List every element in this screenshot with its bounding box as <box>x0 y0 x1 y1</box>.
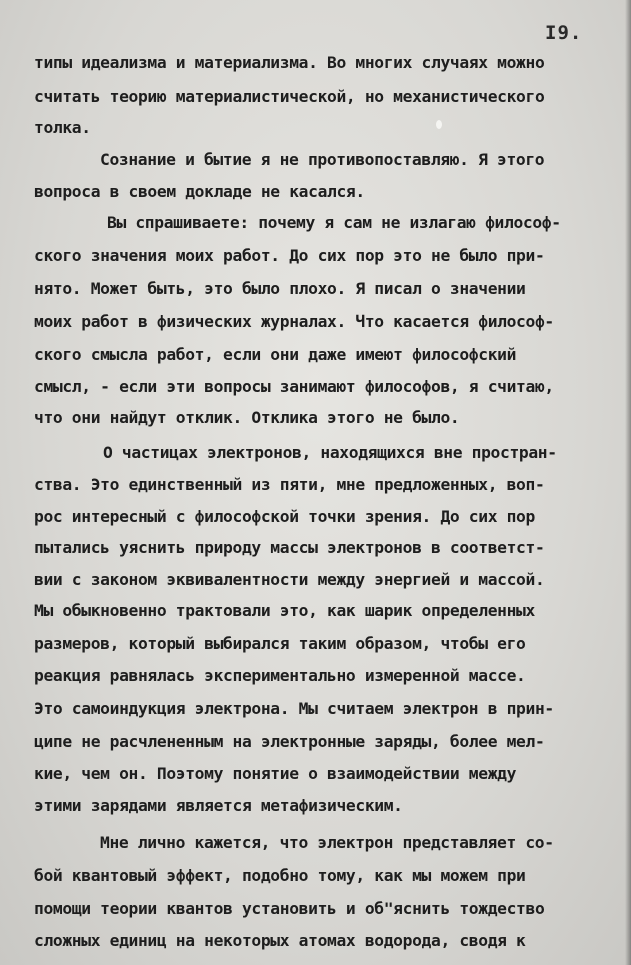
text-line: размеров, который выбирался таким образом, чтобы его <box>34 634 526 653</box>
text-line: реакция равнялась экспериментально измеренной массе. <box>34 666 526 685</box>
text-line: типы идеализма и материализма. Во многих случаях можно <box>34 53 545 72</box>
text-line: нято. Может быть, это было плохо. Я писал о значении <box>34 279 526 298</box>
text-line: вопроса в своем докладе не касался. <box>34 182 365 201</box>
text-line: Сознание и бытие я не противопоставляю. Я этого <box>100 150 545 169</box>
text-line: вии с законом эквивалентности между энергией и массой. <box>34 570 545 589</box>
text-line: сложных единиц на некоторых атомах водорода, сводя к <box>34 931 526 950</box>
text-line: смысл, - если эти вопросы занимают философов, я считаю, <box>34 377 554 396</box>
text-line: Мы обыкновенно трактовали это, как шарик определенных <box>34 601 535 620</box>
text-line: Мне лично кажется, что электрон представляет со- <box>100 833 554 852</box>
text-line: О частицах электронов, находящихся вне простран- <box>103 443 557 462</box>
page-number: I9. <box>545 22 583 44</box>
text-line: Вы спрашиваете: почему я сам не излагаю философ- <box>107 213 561 232</box>
text-line: рос интересный с философской точки зрения. До сих пор <box>34 507 535 526</box>
text-line: ства. Это единственный из пяти, мне предложенных, воп- <box>34 475 545 494</box>
text-line: толка. <box>34 118 91 137</box>
text-line: ского значения моих работ. До сих пор это не было при- <box>34 246 545 265</box>
text-line: ского смысла работ, если они даже имеют философский <box>34 345 517 364</box>
text-line: пытались уяснить природу массы электронов в соответст- <box>34 538 545 557</box>
text-line: Это самоиндукция электрона. Мы считаем электрон в прин- <box>34 699 554 718</box>
text-line: считать теорию материалистической, но механистического <box>34 87 545 106</box>
text-line: кие, чем он. Поэтому понятие о взаимодействии между <box>34 764 517 783</box>
page-edge-shadow <box>625 0 631 965</box>
text-line: бой квантовый эффект, подобно тому, как мы можем при <box>34 866 526 885</box>
paper-speck <box>436 120 442 129</box>
text-line: ципе не расчлененным на электронные заряды, более мел- <box>34 732 545 751</box>
text-line: этими зарядами является метафизическим. <box>34 796 403 815</box>
text-line: моих работ в физических журналах. Что касается философ- <box>34 312 554 331</box>
text-line: помощи теории квантов установить и об"яснить тождество <box>34 899 545 918</box>
text-line: что они найдут отклик. Отклика этого не было. <box>34 408 460 427</box>
